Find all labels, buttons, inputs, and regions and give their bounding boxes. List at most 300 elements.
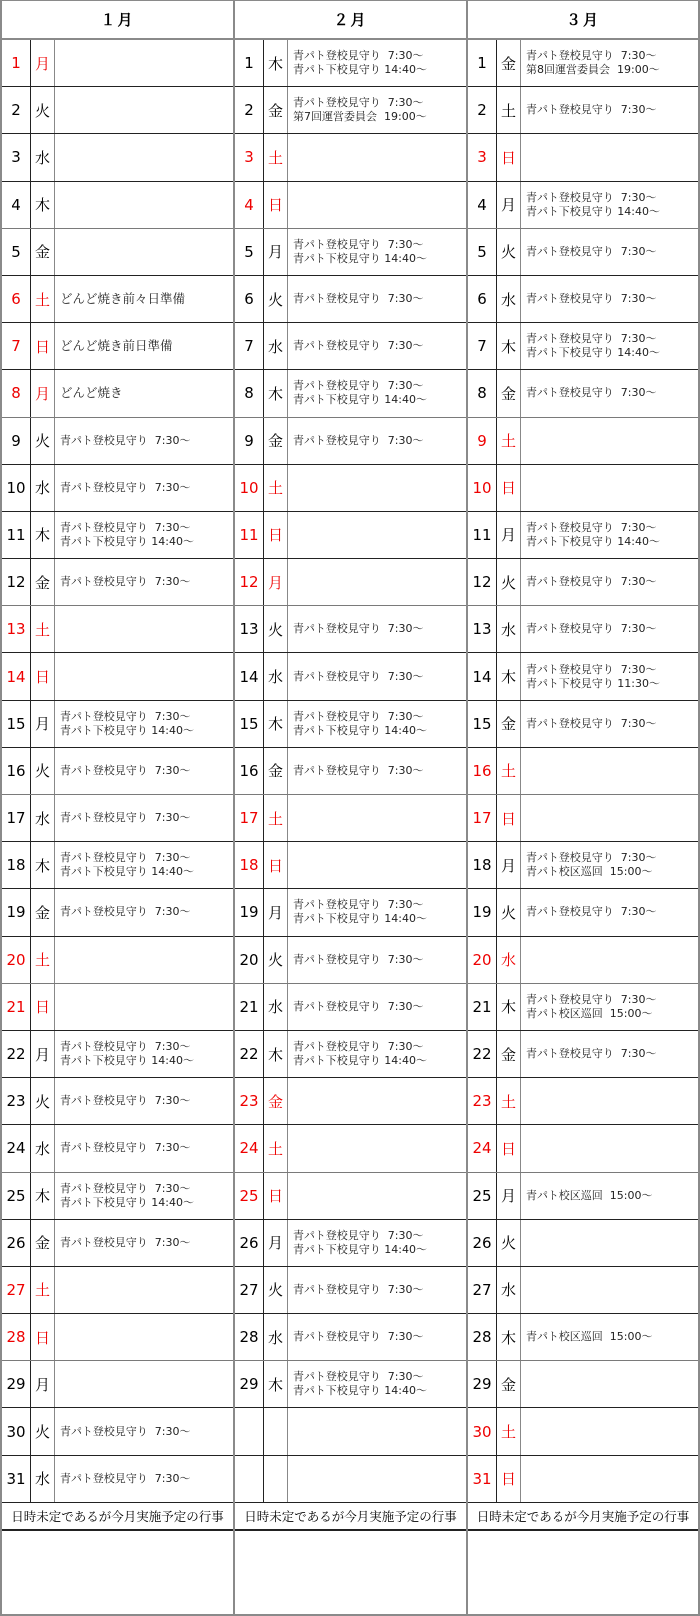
event-line: 青パト下校見守り 14:40～ [526, 534, 660, 548]
day-row [468, 418, 698, 465]
day-row [468, 889, 698, 936]
weekday: 金 [497, 701, 521, 747]
day-number: 24 [235, 1125, 264, 1171]
event-line: 青パト登校見守り 7:30～ [60, 575, 191, 589]
weekday [264, 1456, 288, 1502]
weekday: 月 [264, 1220, 288, 1266]
events-cell [521, 1408, 698, 1454]
events-cell [288, 1031, 466, 1077]
day-row [468, 465, 698, 512]
month-header: ２月 [235, 0, 466, 40]
day-number: 4 [235, 182, 264, 228]
events-cell [288, 1456, 466, 1502]
events-cell [55, 323, 233, 369]
events-cell [288, 842, 466, 888]
weekday: 水 [264, 1314, 288, 1360]
weekday: 日 [264, 1173, 288, 1219]
event-line: 青パト登校見守り 7:30～ [60, 905, 191, 919]
day-row [235, 1078, 466, 1125]
event-line: 青パト下校見守り 14:40～ [526, 346, 660, 360]
undated-events-label: 日時未定であるが今月実施予定の行事 [235, 1503, 466, 1531]
day-number: 13 [2, 606, 31, 652]
weekday [264, 1408, 288, 1454]
day-number: 24 [2, 1125, 31, 1171]
event-line: 青パト登校見守り 7:30～ [293, 669, 424, 683]
day-number: 18 [468, 842, 497, 888]
day-row [2, 87, 233, 134]
day-number: 13 [235, 606, 264, 652]
events-cell [55, 512, 233, 558]
day-number: 15 [468, 701, 497, 747]
day-number: 13 [468, 606, 497, 652]
events-cell [288, 370, 466, 416]
events-cell [521, 889, 698, 935]
events-cell [521, 937, 698, 983]
event-line: 青パト登校見守り 7:30～ [293, 49, 424, 63]
events-cell [288, 701, 466, 747]
day-row [2, 937, 233, 984]
event-line: 青パト登校見守り 7:30～ [526, 190, 657, 204]
day-row [235, 842, 466, 889]
events-cell [55, 1031, 233, 1077]
event-line: 青パト登校見守り 7:30～ [526, 622, 657, 636]
weekday: 水 [31, 134, 55, 180]
day-row [468, 1125, 698, 1172]
event-line: 青パト登校見守り 7:30～ [60, 811, 191, 825]
event-line: 青パト校区巡回 15:00～ [526, 1188, 653, 1202]
weekday: 月 [31, 701, 55, 747]
day-number: 6 [2, 276, 31, 322]
day-number: 22 [2, 1031, 31, 1077]
weekday: 土 [31, 937, 55, 983]
day-row [2, 606, 233, 653]
day-number: 9 [235, 418, 264, 464]
day-number: 25 [235, 1173, 264, 1219]
day-row [468, 276, 698, 323]
day-row [235, 40, 466, 87]
event-line: 青パト登校見守り 7:30～ [526, 575, 657, 589]
weekday: 火 [497, 229, 521, 275]
event-line: 青パト下校見守り 14:40～ [293, 1384, 427, 1398]
events-cell [55, 1125, 233, 1171]
event-line: どんど焼き前日準備 [60, 338, 173, 354]
day-row [2, 1125, 233, 1172]
events-cell [521, 512, 698, 558]
event-line: 青パト下校見守り 14:40～ [60, 865, 194, 879]
event-line: 青パト登校見守り 7:30～ [293, 237, 424, 251]
event-line: 青パト下校見守り 14:40～ [60, 534, 194, 548]
weekday: 日 [31, 653, 55, 699]
day-row [235, 1173, 466, 1220]
day-row [235, 1031, 466, 1078]
events-cell [288, 1125, 466, 1171]
day-number: 27 [468, 1267, 497, 1313]
weekday: 土 [31, 276, 55, 322]
day-row [235, 1456, 466, 1503]
day-number: 28 [468, 1314, 497, 1360]
day-number: 16 [2, 748, 31, 794]
event-line: 青パト登校見守り 7:30～ [293, 292, 424, 306]
weekday: 月 [31, 1031, 55, 1077]
events-cell [521, 842, 698, 888]
day-row [468, 182, 698, 229]
day-number: 22 [235, 1031, 264, 1077]
weekday: 日 [31, 323, 55, 369]
day-number: 12 [235, 559, 264, 605]
weekday: 木 [31, 512, 55, 558]
weekday: 水 [31, 1456, 55, 1502]
events-cell [521, 1361, 698, 1407]
day-row [2, 418, 233, 465]
day-number: 20 [2, 937, 31, 983]
weekday: 月 [497, 512, 521, 558]
weekday: 木 [31, 842, 55, 888]
event-line: 青パト下校見守り 14:40～ [526, 204, 660, 218]
events-cell [521, 984, 698, 1030]
event-line: 青パト登校見守り 7:30～ [526, 851, 657, 865]
event-line: 青パト下校見守り 14:40～ [293, 63, 427, 77]
day-number: 10 [2, 465, 31, 511]
events-cell [55, 370, 233, 416]
day-number: 16 [235, 748, 264, 794]
day-number: 1 [235, 40, 264, 86]
day-number: 4 [468, 182, 497, 228]
day-number: 12 [2, 559, 31, 605]
event-line: 青パト登校見守り 7:30～ [293, 709, 424, 723]
weekday: 土 [497, 1408, 521, 1454]
event-line: どんど焼き前々日準備 [60, 291, 186, 307]
day-row [2, 984, 233, 1031]
event-line: 青パト登校見守り 7:30～ [526, 520, 657, 534]
day-number [235, 1456, 264, 1502]
weekday: 火 [497, 889, 521, 935]
weekday: 火 [31, 418, 55, 464]
day-number: 8 [235, 370, 264, 416]
events-cell [288, 1220, 466, 1266]
weekday: 金 [31, 559, 55, 605]
event-line: 青パト登校見守り 7:30～ [60, 763, 191, 777]
events-cell [288, 418, 466, 464]
day-number: 7 [235, 323, 264, 369]
weekday: 月 [264, 559, 288, 605]
weekday: 火 [497, 559, 521, 605]
day-number: 10 [468, 465, 497, 511]
weekday: 水 [264, 323, 288, 369]
weekday: 木 [264, 1361, 288, 1407]
weekday: 木 [497, 653, 521, 699]
events-cell [521, 87, 698, 133]
events-cell [521, 182, 698, 228]
events-cell [55, 1456, 233, 1502]
day-row [468, 795, 698, 842]
events-cell [521, 1456, 698, 1502]
day-row [235, 1408, 466, 1455]
weekday: 土 [31, 1267, 55, 1313]
event-line: 青パト下校見守り 14:40～ [293, 723, 427, 737]
day-number: 8 [468, 370, 497, 416]
event-line: 青パト下校見守り 14:40～ [60, 1054, 194, 1068]
weekday: 日 [497, 134, 521, 180]
events-cell [521, 748, 698, 794]
day-number: 9 [468, 418, 497, 464]
event-line: 第8回運営委員会 19:00～ [526, 63, 660, 77]
day-row [2, 1078, 233, 1125]
events-cell [288, 182, 466, 228]
events-cell [288, 889, 466, 935]
events-cell [55, 701, 233, 747]
weekday: 火 [264, 937, 288, 983]
events-cell [288, 229, 466, 275]
weekday: 月 [497, 842, 521, 888]
day-number: 23 [2, 1078, 31, 1124]
day-number: 28 [2, 1314, 31, 1360]
events-cell [521, 606, 698, 652]
day-row [468, 559, 698, 606]
day-row [468, 984, 698, 1031]
weekday: 火 [31, 1078, 55, 1124]
event-line: 青パト登校見守り 7:30～ [293, 379, 424, 393]
weekday: 水 [264, 653, 288, 699]
weekday: 日 [264, 182, 288, 228]
day-number: 19 [2, 889, 31, 935]
day-row [468, 1078, 698, 1125]
day-number: 6 [235, 276, 264, 322]
day-row [235, 701, 466, 748]
day-number: 25 [468, 1173, 497, 1219]
day-row [2, 1314, 233, 1361]
day-row [235, 1220, 466, 1267]
day-row [2, 559, 233, 606]
day-row [468, 323, 698, 370]
events-cell [288, 134, 466, 180]
weekday: 日 [31, 984, 55, 1030]
weekday: 月 [31, 40, 55, 86]
weekday: 月 [31, 1361, 55, 1407]
weekday: 木 [264, 701, 288, 747]
day-number: 28 [235, 1314, 264, 1360]
event-line: 青パト登校見守り 7:30～ [526, 1047, 657, 1061]
events-cell [288, 748, 466, 794]
day-row [468, 1456, 698, 1503]
weekday: 水 [497, 606, 521, 652]
weekday: 土 [264, 465, 288, 511]
weekday: 金 [264, 418, 288, 464]
events-cell [521, 229, 698, 275]
weekday: 金 [31, 1220, 55, 1266]
day-row [2, 323, 233, 370]
day-number: 3 [2, 134, 31, 180]
events-cell [288, 937, 466, 983]
events-cell [55, 889, 233, 935]
weekday: 金 [31, 229, 55, 275]
weekday: 木 [31, 1173, 55, 1219]
day-row [235, 559, 466, 606]
day-number: 31 [468, 1456, 497, 1502]
day-row [2, 653, 233, 700]
weekday: 火 [497, 1220, 521, 1266]
event-line: 青パト登校見守り 7:30～ [60, 1471, 191, 1485]
undated-events-cell [2, 1531, 233, 1616]
day-number: 14 [235, 653, 264, 699]
weekday: 土 [31, 606, 55, 652]
events-cell [288, 1078, 466, 1124]
events-cell [55, 1078, 233, 1124]
day-row [235, 182, 466, 229]
weekday: 木 [264, 1031, 288, 1077]
day-number: 11 [235, 512, 264, 558]
day-number: 11 [2, 512, 31, 558]
weekday: 木 [264, 40, 288, 86]
event-line: 青パト登校見守り 7:30～ [293, 339, 424, 353]
events-cell [55, 842, 233, 888]
day-row [468, 1267, 698, 1314]
event-line: 青パト登校見守り 7:30～ [526, 905, 657, 919]
day-row [2, 465, 233, 512]
day-number: 1 [468, 40, 497, 86]
day-row [2, 1173, 233, 1220]
day-row [235, 653, 466, 700]
event-line: 青パト下校見守り 11:30～ [526, 676, 660, 690]
day-number: 5 [468, 229, 497, 275]
day-row [235, 984, 466, 1031]
weekday: 月 [497, 182, 521, 228]
day-row [468, 40, 698, 87]
event-line: 青パト登校見守り 7:30～ [293, 1040, 424, 1054]
day-row [468, 1408, 698, 1455]
day-number: 7 [468, 323, 497, 369]
day-number: 30 [468, 1408, 497, 1454]
day-row [2, 276, 233, 323]
undated-events-label: 日時未定であるが今月実施予定の行事 [468, 1503, 698, 1531]
event-line: 青パト登校見守り 7:30～ [60, 1094, 191, 1108]
events-cell [288, 984, 466, 1030]
event-line: 青パト下校見守り 14:40～ [293, 912, 427, 926]
event-line: 青パト登校見守り 7:30～ [293, 763, 424, 777]
event-line: 第7回運営委員会 19:00～ [293, 110, 427, 124]
undated-events-label: 日時未定であるが今月実施予定の行事 [2, 1503, 233, 1531]
weekday: 水 [497, 276, 521, 322]
events-cell [288, 276, 466, 322]
day-number: 15 [235, 701, 264, 747]
events-cell [521, 1031, 698, 1077]
event-line: どんど焼き [60, 385, 123, 401]
weekday: 木 [497, 323, 521, 369]
events-cell [521, 1267, 698, 1313]
event-line: 青パト登校見守り 7:30～ [526, 103, 657, 117]
weekday: 金 [264, 1078, 288, 1124]
day-number: 23 [468, 1078, 497, 1124]
day-number: 26 [468, 1220, 497, 1266]
weekday: 月 [31, 370, 55, 416]
events-cell [288, 1267, 466, 1313]
day-row [235, 937, 466, 984]
day-row [2, 229, 233, 276]
events-cell [288, 1361, 466, 1407]
event-line: 青パト登校見守り 7:30～ [293, 433, 424, 447]
day-row [235, 795, 466, 842]
day-rows [468, 40, 698, 1503]
day-number: 11 [468, 512, 497, 558]
day-row [235, 1314, 466, 1361]
month-column-january [0, 0, 233, 1616]
day-row [235, 512, 466, 559]
event-line: 青パト校区巡回 15:00～ [526, 1330, 653, 1344]
events-cell [55, 606, 233, 652]
day-row [2, 1361, 233, 1408]
day-number: 17 [468, 795, 497, 841]
event-line: 青パト登校見守り 7:30～ [60, 709, 191, 723]
event-line: 青パト下校見守り 14:40～ [293, 251, 427, 265]
weekday: 木 [31, 182, 55, 228]
day-row [2, 889, 233, 936]
events-cell [521, 40, 698, 86]
day-row [235, 134, 466, 181]
day-row [468, 1173, 698, 1220]
day-number: 6 [468, 276, 497, 322]
day-number: 4 [2, 182, 31, 228]
day-row [235, 889, 466, 936]
day-row [2, 134, 233, 181]
day-number: 21 [468, 984, 497, 1030]
undated-events-cell [235, 1531, 466, 1616]
event-line: 青パト登校見守り 7:30～ [293, 1370, 424, 1384]
day-number: 24 [468, 1125, 497, 1171]
weekday: 火 [31, 1408, 55, 1454]
day-row [468, 1220, 698, 1267]
day-number: 19 [468, 889, 497, 935]
day-number: 29 [2, 1361, 31, 1407]
day-row [235, 748, 466, 795]
event-line: 青パト登校見守り 7:30～ [293, 1330, 424, 1344]
weekday: 土 [497, 748, 521, 794]
events-cell [288, 40, 466, 86]
weekday: 金 [497, 1361, 521, 1407]
weekday: 土 [497, 1078, 521, 1124]
event-line: 青パト登校見守り 7:30～ [60, 520, 191, 534]
day-number: 21 [2, 984, 31, 1030]
day-number: 19 [235, 889, 264, 935]
day-row [468, 842, 698, 889]
event-line: 青パト登校見守り 7:30～ [526, 662, 657, 676]
events-cell [288, 87, 466, 133]
events-cell [55, 937, 233, 983]
weekday: 水 [264, 984, 288, 1030]
day-number: 17 [235, 795, 264, 841]
event-line: 青パト登校見守り 7:30～ [293, 96, 424, 110]
day-row [2, 1220, 233, 1267]
undated-events-cell [468, 1531, 698, 1616]
events-cell [521, 370, 698, 416]
events-cell [521, 795, 698, 841]
day-row [235, 370, 466, 417]
events-cell [521, 134, 698, 180]
day-number: 18 [235, 842, 264, 888]
event-line: 青パト登校見守り 7:30～ [60, 480, 191, 494]
events-cell [55, 748, 233, 794]
day-number: 8 [2, 370, 31, 416]
weekday: 月 [264, 229, 288, 275]
events-cell [521, 323, 698, 369]
day-row [468, 512, 698, 559]
events-cell [521, 465, 698, 511]
weekday: 火 [264, 276, 288, 322]
day-row [235, 606, 466, 653]
day-number: 16 [468, 748, 497, 794]
events-cell [521, 701, 698, 747]
events-cell [55, 795, 233, 841]
day-number: 26 [235, 1220, 264, 1266]
weekday: 日 [497, 1456, 521, 1502]
